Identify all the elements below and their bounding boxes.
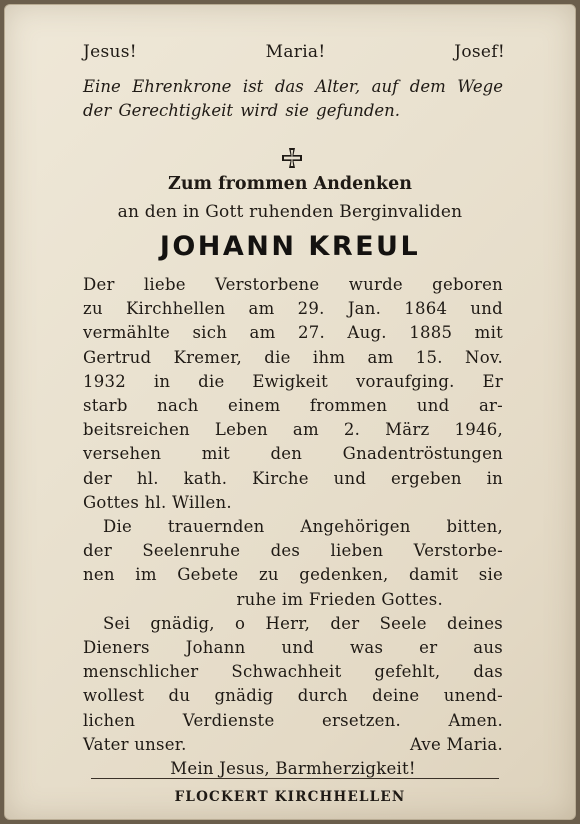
body-line: Gottes hl. Willen. (83, 492, 232, 512)
closing-prayers (83, 733, 503, 757)
divider-line (91, 778, 499, 779)
body-line: nen im Gebete zu gedenken, damit sie (83, 565, 503, 585)
body-line: Der liebe Verstorbene wurde geboren (83, 275, 503, 294)
body-line: wollest du gnädig durch deine unend- (83, 686, 503, 706)
invocation-jesus: Jesus! (83, 42, 137, 62)
body-line: lichen Verdienste ersetzen. Amen. (83, 710, 503, 730)
memorial-card (4, 4, 576, 820)
body-line: Die trauernden Angehörigen bitten, (103, 517, 503, 537)
body-line: Dieners Johann und was er aus (83, 638, 503, 658)
body-line: menschlicher Schwachheit gefehlt, das (83, 662, 503, 682)
body-line: Gertrud Kremer, die ihm am 15. Nov. (83, 347, 503, 367)
body-line: Sei gnädig, o Herr, der Seele deines (103, 613, 503, 633)
prayer-ave-maria: Ave Maria. (409, 734, 503, 754)
body-line: der hl. kath. Kirche und ergeben in (83, 468, 503, 488)
body-line: zu Kirchhellen am 29. Jan. 1864 und (83, 299, 503, 319)
obituary-text (83, 273, 503, 781)
printer-imprint: FLOCKERT KIRCHHELLEN (174, 789, 406, 805)
prayer-vater-unser: Vater unser. (83, 734, 187, 754)
invocations (83, 42, 505, 62)
iron-cross-icon (281, 147, 303, 169)
subheading: an den in Gott ruhenden Berginvaliden (117, 202, 463, 222)
body-line: starb nach einem frommen und ar- (83, 396, 503, 416)
body-line: vermählte sich am 27. Aug. 1885 mit (83, 323, 503, 343)
motto: Eine Ehrenkrone ist das Alter, auf dem Wege der Gerechtigkeit wird sie gefunden. (83, 77, 503, 120)
invocation-josef: Josef! (454, 42, 505, 62)
invocation-maria: Maria! (265, 42, 326, 62)
body-line: versehen mit den Gnadentröstungen (83, 444, 503, 464)
closing-line: Mein Jesus, Barmherzigkeit! (170, 759, 416, 779)
heading: Zum frommen Andenken (168, 174, 412, 194)
body-line: ruhe im Frieden Gottes. (236, 589, 443, 609)
body-line: der Seelenruhe des lieben Verstorbe- (83, 541, 503, 561)
body-line: 1932 in die Ewigkeit voraufging. Er (83, 371, 503, 391)
deceased-name: JOHANN KREUL (159, 231, 421, 262)
body-line: beitsreichen Leben am 2. März 1946, (83, 420, 503, 440)
